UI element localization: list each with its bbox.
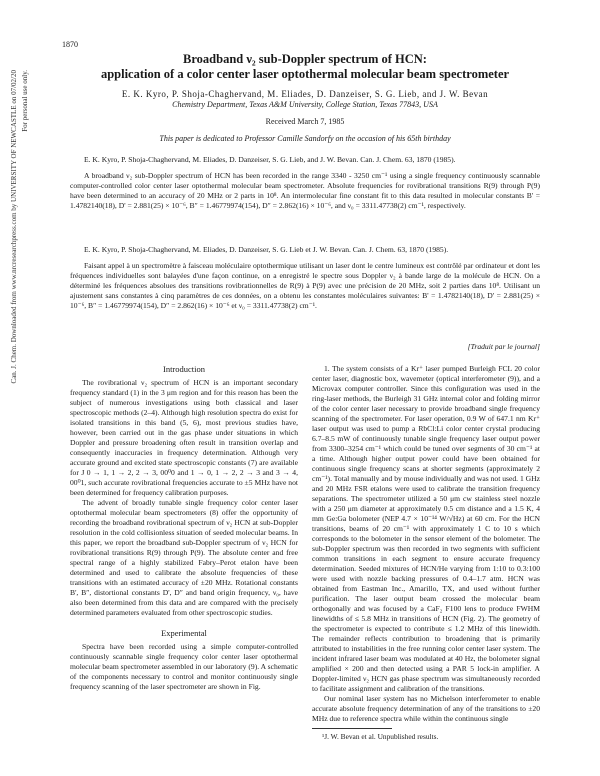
left-column <box>70 364 298 692</box>
article-title-line-2: application of a color center laser optothermal molecular beam spectrometer <box>100 67 510 81</box>
introduction-paragraph-1: The rovibrational ν₂ spectrum of HCN is an important secondary frequency standard (1) in the 3 μm region and for this reason has been the subject of numerous investigations using both classical and laser spectroscopic methods (2–4). Although high resolution spectra do exist for isolated transitions in this band (5, 6), most previous studies have, however, been carried out in the gas phase under situations in which Doppler and pressure broadening often result in transition overlap and consequently inaccuracies in frequency determination. Although very accurate ground and excited state spectroscopic constants (7) are available for J 0 → 1, 1 → 2, 2 → 3, 00⁰0 and 1 → 0, 1 → 2, 2 → 3 and 3 → 4, 00⁰1, such accurate rovibrational frequencies accurate to ±5 MHz have not been determined for frequency calibration purposes. <box>70 378 298 497</box>
experimental-paragraph-2: 1. The system consists of a Kr⁺ laser pumped Burleigh FCL 20 color center laser, diagnostic box, wavemeter (optical interferometer (9)), and a Microvax computer controller. Since this configuration was used in the ring-laser methods, the Burleigh 31 GHz internal color and folding mirror of the color center laser necessary to provide broadband single frequency scanning of the spectrometer. For laser operation, 0.9 W of 647.1 nm Kr⁺ laser output was used to pump a RbCl:Li color center crystal producing 6.7–8.5 mW of continuously tunable single frequency laser output power from 3300–3254 cm⁻¹ which could be tuned over segments of 30 cm⁻¹ at a time. Although higher output power could have been obtained for continuous single frequency scans at shorter segments (approximately 2 cm⁻¹). Total manually and by mouse individually and was not used. 1 GHz and 20 MHz FSR etalons were used to calibrate the transition frequency separations. The spectrometer utilized a 50 μm cw stainless steel nozzle with a 250 μm diameter at approximately 0.5 cm distance and a 1.5 K, 4 mm Ge:Ga bolometer (NEP 4.7 × 10⁻¹⁴ W/√Hz) at 60 cm. For the HCN transitions, beams of 20 cm⁻¹ with approximately 1 C to 10 s which corresponds to the bolometer in the sensor element of the bolometer. The sub-Doppler spectrum was then recorded in two segments with sufficient common transitions in each segment to ensure accurate frequency determination. Seeded mixtures of HCN/He varying from 1:10 to 0.3:100 were used with nozzle backing pressures of 0.4–1.7 atm. HCN was obtained from Eastman Inc., Amarillo, TX, and used without further purification. The laser output beam crossed the molecular beam orthogonally and was focused by a CaF₂ F100 lens to produce FWHM linewidths of ≤ 5.8 MHz in transitions of HCN (Fig. 2). The geometry of the spectrometer is expected to contribute ≤ 1.2 MHz of this linewidth. The remainder reflects contribution to broadening that is primarily attributed to instabilities in the free running color center laser system. The incident infrared laser beam was modulated at 40 Hz, the bolometer signal amplified × 200 and then detected using a PAR 5 lock-in amplifier. A Doppler-limited ν₂ HCN gas phase spectrum was simultaneously recorded to facilitate assignment and calibration of the transitions. <box>312 364 540 693</box>
author-list: E. K. Kyro, P. Shoja-Chaghervand, M. Eliades, D. Danzeiser, S. G. Lieb, and J. W. Bevan <box>121 89 489 99</box>
footnote: ¹J. W. Bevan et al. Unpublished results. <box>322 732 439 741</box>
abstract-english-citation: E. K. Kyro, P. Shoja-Chaghervand, M. Eliades, D. Danzeiser, S. G. Lieb, and J. W. Bevan. Can. J. Chem. 63, 1870 (1985). <box>84 155 456 164</box>
introduction-heading: Introduction <box>162 364 206 374</box>
abstract-english <box>70 155 540 211</box>
experimental-heading: Experimental <box>161 628 207 638</box>
experimental-paragraph-1: Spectra have been recorded using a simple computer-controlled continuously scannable single frequency color center laser optothermal molecular beam spectrometer assembled in our laboratory (9). A schematic of the components necessary to control and monitor continuously single frequency scanning of the laser spectrometer are shown in Fig. <box>70 642 298 691</box>
footnote-divider <box>312 728 392 729</box>
received-date: Received March 7, 1985 <box>265 117 345 126</box>
right-column <box>312 364 540 724</box>
abstract-french <box>70 245 540 311</box>
experimental-paragraph-3: Our nominal laser system has no Michelson interferometer to enable accurate absolute frequency determination of any of the transitions to ±20 MHz due to reference spectra while within the continuous single <box>312 694 540 723</box>
abstract-french-text: Faisant appel à un spectromètre à faisceau moléculaire optothermique utilisant un laser dont le centre lumineux est contrôlé par ordinateur et dont les fréquences individuelles sont balayées d'une façon continue, on a enregistré le spectre sous Doppler ν₂ à bande large de la molécule de HCN. On a déterminé les fréquences absolues des transitions rovibrationnelles de R(9) à P(9) avec une précision de 20 MHz, soit 2 parties dans 10⁸. Utilisant un ajustement sans constantes à cinq paramètres de ces données, on a obtenu les constantes moléculaires suivantes: B' = 1.4782140(18), D' = 2.881(25) × 10⁻⁶, B″ = 1.46779974(154), D″ = 2.862(16) × 10⁻⁶ et ν₀ = 3311.47738(2) cm⁻¹. <box>70 261 540 310</box>
side-note-line-1: Can. J. Chem. Downloaded from www.nrcresearchpress.com by UNIVERSITY OF NEWCASTLE on 07/02/20 <box>10 70 18 384</box>
dedication: This paper is dedicated to Professor Camille Sandorfy on the occasion of his 65th birthday <box>159 134 451 143</box>
page-number: 1870 <box>62 40 78 49</box>
abstract-english-text: A broadband ν₂ sub-Doppler spectrum of HCN has been recorded in the range 3340 - 3250 cm⁻¹ using a single frequency continuously scannable computer-controlled color center laser optothermal molecular beam spectrometer. Absolute frequencies for rovibrational transitions R(9) through P(9) have been determined to an accuracy of 20 MHz or 2 parts in 10⁸. An intermolecular fine constant fit to this data resulted in molecular constants B' = 1.4782140(18), D' = 2.881(25) × 10⁻⁶, B″ = 1.46779974(154), D″ = 2.862(16) × 10⁻⁶, and ν₀ = 3311.47738(2) cm⁻¹, respectively. <box>70 171 540 210</box>
abstract-french-citation: E. K. Kyro, P. Shoja-Chaghervand, M. Eliades, D. Danzeiser, S. G. Lieb et J. W. Bevan. Can. J. Chem. 63, 1870 (1985). <box>84 245 449 254</box>
introduction-paragraph-2: The advent of broadly tunable single frequency color center laser optothermal molecular beam spectrometers (8) offer the opportunity of recording the broadband rovibrational spectrum of ν₂ HCN at sub-Doppler resolution in the cold collisionless situation of seeded molecular beams. In this paper, we report the broadband sub-Doppler spectrum of ν₂ HCN for rovibrational transitions R(9) through P(9). The absolute center and free spectral range of a highly stabilized Fabry–Perot etalon have been determined and used to calibrate the absolute frequencies of these transitions with an estimated accuracy of ±20 MHz. Rotational constants B', B″, distortional constants D', D″ and band origin frequency, ν₀, have also been determined from this data and are compared with the precisely determined parameters evaluated from other spectroscopic studies. <box>70 498 298 617</box>
side-note-line-2: For personal use only. <box>21 70 29 132</box>
affiliation: Chemistry Department, Texas A&M University, College Station, Texas 77843, USA <box>172 100 438 109</box>
article-title-line-1: Broadband ν₂ sub-Doppler spectrum of HCN: <box>183 52 427 66</box>
article-header <box>70 52 540 143</box>
download-side-note <box>10 70 36 690</box>
translation-note: [Traduit par le journal] <box>467 342 540 351</box>
